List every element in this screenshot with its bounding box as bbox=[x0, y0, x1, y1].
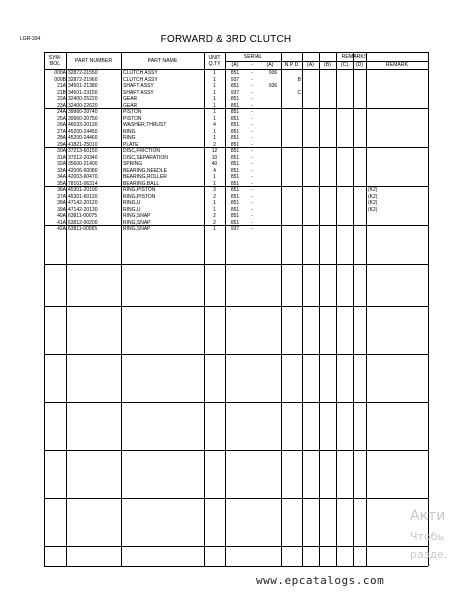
symbol-cell: 32A bbox=[57, 161, 66, 167]
page-title: FORWARD & 3RD CLUTCH bbox=[160, 34, 292, 45]
part-name-cell: CLUTCH ASSY bbox=[123, 76, 158, 83]
part-name-cell: GEAR bbox=[123, 96, 138, 102]
serial-from-cell: 851 bbox=[230, 200, 240, 206]
quantity-cell: 2 bbox=[213, 213, 216, 219]
symbol-cell: 22A bbox=[57, 96, 66, 102]
serial-dash-cell: - bbox=[251, 226, 253, 232]
part-name-cell: RING,SNAP bbox=[123, 213, 151, 219]
symbol-cell: 29A bbox=[57, 141, 66, 148]
remarks-variant-cell: B bbox=[297, 76, 301, 83]
symbol-header: SYM- BOL bbox=[48, 55, 62, 67]
serial-dash-cell: - bbox=[251, 213, 253, 219]
watermark-line2: Чтобь bbox=[410, 530, 444, 543]
group-rule bbox=[44, 402, 428, 403]
group-rule bbox=[44, 450, 428, 451]
part-name-cell: RING,U bbox=[123, 200, 141, 206]
parts-table bbox=[44, 52, 428, 566]
serial-from-cell: 851 bbox=[230, 213, 240, 219]
symbol-cell: 000A bbox=[54, 70, 66, 76]
serial-to-cell: 936 bbox=[268, 83, 278, 89]
quantity-cell: 2 bbox=[213, 141, 216, 148]
part-number-cell: 32400-25220 bbox=[68, 96, 98, 102]
quantity-cell: 4 bbox=[213, 167, 216, 174]
part-number-cell: 45200-24460 bbox=[68, 135, 98, 141]
serial-to-header: (A) bbox=[266, 62, 274, 68]
part-name-cell: GEAR bbox=[123, 102, 138, 109]
symbol-cell: 40A bbox=[57, 213, 66, 219]
symbol-cell: 28A bbox=[57, 135, 66, 141]
serial-from-cell: 851 bbox=[230, 148, 240, 154]
part-name-cell: RING,SNAP bbox=[123, 226, 151, 232]
quantity-cell: 1 bbox=[213, 174, 216, 180]
part-number-cell: 32872-21960 bbox=[68, 76, 98, 83]
serial-dash-cell: - bbox=[251, 206, 253, 213]
symbol-cell: 21A bbox=[57, 83, 66, 89]
part-name-cell: SHAFT ASSY bbox=[123, 83, 154, 89]
part-number-cell: 63811-00075 bbox=[68, 213, 98, 219]
remark-header: REMARK bbox=[385, 62, 409, 68]
part-name-cell: PISTON bbox=[123, 109, 142, 115]
serial-from-cell: 851 bbox=[230, 83, 240, 89]
group-rule bbox=[44, 306, 428, 307]
part-number-cell: 37212-20340 bbox=[68, 154, 98, 161]
serial-from-cell: 851 bbox=[230, 154, 240, 161]
quantity-cell: 2 bbox=[213, 219, 216, 226]
table-border-top bbox=[44, 52, 428, 53]
group-rule bbox=[44, 546, 428, 547]
serial-from-cell: 851 bbox=[230, 206, 240, 213]
part-number-cell: 47142-20130 bbox=[68, 206, 98, 213]
remarks-a-header: (A) bbox=[307, 62, 314, 68]
serial-from-cell: 851 bbox=[230, 115, 240, 122]
symbol-cell: 000B bbox=[54, 76, 66, 83]
serial-from-cell: 851 bbox=[230, 141, 240, 148]
quantity-cell: 1 bbox=[213, 128, 216, 135]
part-number-cell: 34501-21380 bbox=[68, 83, 98, 89]
remark-cell: (K2) bbox=[368, 187, 378, 193]
part-number-cell: 63812-00200 bbox=[68, 219, 98, 226]
serial-dash-cell: - bbox=[251, 141, 253, 148]
serial-dash-cell: - bbox=[251, 174, 253, 180]
part-number-cell: 78101-06314 bbox=[68, 180, 98, 187]
table-row bbox=[44, 226, 428, 233]
quantity-cell: 2 bbox=[213, 193, 216, 200]
table-border-right bbox=[428, 52, 429, 566]
symbol-cell: 26A bbox=[57, 122, 66, 128]
symbol-cell: 23A bbox=[57, 102, 66, 109]
part-number-cell: 39960-20750 bbox=[68, 115, 98, 122]
quantity-cell: 1 bbox=[213, 135, 216, 141]
part-number-cell: 37213-60150 bbox=[68, 148, 98, 154]
symbol-cell: 21B bbox=[57, 89, 66, 96]
serial-from-cell: 851 bbox=[230, 219, 240, 226]
serial-dash-cell: - bbox=[251, 154, 253, 161]
serial-dash-cell: - bbox=[251, 102, 253, 109]
remarks-c-header: (C) bbox=[340, 62, 349, 68]
quantity-cell: 1 bbox=[213, 200, 216, 206]
watermark-line3: разде. bbox=[410, 548, 448, 561]
quantity-cell: 1 bbox=[213, 76, 216, 83]
part-number-cell: 41821-25010 bbox=[68, 141, 98, 148]
quantity-cell: 40 bbox=[211, 161, 218, 167]
part-number-cell: 32872-21550 bbox=[68, 70, 98, 76]
serial-dash-cell: - bbox=[251, 109, 253, 115]
serial-dash-cell: - bbox=[251, 83, 253, 89]
part-name-cell: BEARING,NEEDLE bbox=[123, 167, 167, 174]
group-rule bbox=[44, 498, 428, 499]
serial-from-cell: 851 bbox=[230, 70, 240, 76]
quantity-cell: 1 bbox=[213, 115, 216, 122]
serial-from-cell: 937 bbox=[230, 76, 240, 83]
quantity-cell: 10 bbox=[211, 154, 218, 161]
serial-dash-cell: - bbox=[251, 187, 253, 193]
serial-from-cell: 937 bbox=[230, 89, 240, 96]
npd-header: N P D bbox=[284, 62, 299, 68]
symbol-cell: 38A bbox=[57, 200, 66, 206]
serial-from-cell: 851 bbox=[230, 96, 240, 102]
quantity-cell: 12 bbox=[211, 148, 218, 154]
serial-dash-cell: - bbox=[251, 193, 253, 200]
serial-dash-cell: - bbox=[251, 135, 253, 141]
part-number-cell: 32400-22620 bbox=[68, 102, 98, 109]
symbol-cell: 37A bbox=[57, 193, 66, 200]
part-name-cell: RING bbox=[123, 128, 136, 135]
part-number-cell: 45200-24450 bbox=[68, 128, 98, 135]
symbol-cell: 36A bbox=[57, 187, 66, 193]
remarks-header: REMARKS bbox=[341, 54, 368, 60]
quantity-cell: 1 bbox=[213, 83, 216, 89]
symbol-cell: 35A bbox=[57, 180, 66, 187]
part-number-cell: 35600-21400 bbox=[68, 161, 98, 167]
quantity-cell: 1 bbox=[213, 96, 216, 102]
serial-header: SERIAL bbox=[243, 54, 263, 60]
remark-cell: (K2) bbox=[368, 200, 378, 206]
serial-to-cell: 936 bbox=[268, 70, 278, 76]
part-number-cell: 45301-60120 bbox=[68, 193, 98, 200]
part-name-cell: WASHER,THRUST bbox=[123, 122, 167, 128]
serial-from-cell: 937 bbox=[230, 226, 240, 232]
part-number-cell: 42006-60080 bbox=[68, 167, 98, 174]
part-number-cell: 45301-20190 bbox=[68, 187, 98, 193]
quantity-cell: 1 bbox=[213, 226, 216, 232]
part-name-cell: RING,PISTON bbox=[123, 187, 156, 193]
quantity-cell: 1 bbox=[213, 70, 216, 76]
serial-dash-cell: - bbox=[251, 76, 253, 83]
symbol-cell: 27A bbox=[57, 128, 66, 135]
serial-from-cell: 851 bbox=[230, 161, 240, 167]
quantity-cell: 1 bbox=[213, 102, 216, 109]
group-rule bbox=[44, 264, 428, 265]
part-number-cell: 34501-23150 bbox=[68, 89, 98, 96]
part-name-cell: BEARING,BALL bbox=[123, 180, 160, 187]
symbol-cell: 25A bbox=[57, 115, 66, 122]
table-border-bottom bbox=[44, 566, 428, 567]
part-name-cell: BEARING,ROLLER bbox=[123, 174, 167, 180]
part-number-cell: 39960-20740 bbox=[68, 109, 98, 115]
symbol-cell: 39A bbox=[57, 206, 66, 213]
watermark-line1: Акти bbox=[410, 508, 446, 524]
unit-qty-header: UNIT Q,TY bbox=[208, 55, 221, 67]
remarks-d-header: (D) bbox=[355, 62, 364, 68]
group-rule bbox=[44, 354, 428, 355]
quantity-cell: 1 bbox=[213, 89, 216, 96]
symbol-cell: 33A bbox=[57, 167, 66, 174]
symbol-cell: 24A bbox=[57, 109, 66, 115]
serial-dash-cell: - bbox=[251, 122, 253, 128]
symbol-cell: 30A bbox=[57, 148, 66, 154]
part-name-cell: RING,PISTON bbox=[123, 193, 156, 200]
serial-dash-cell: - bbox=[251, 167, 253, 174]
serial-dash-cell: - bbox=[251, 96, 253, 102]
serial-dash-cell: - bbox=[251, 115, 253, 122]
remarks-b-header: (B) bbox=[324, 62, 331, 68]
serial-dash-cell: - bbox=[251, 200, 253, 206]
part-name-cell: SHAFT ASSY bbox=[123, 89, 154, 96]
part-number-cell: 46033-20130 bbox=[68, 122, 98, 128]
part-name-cell: SPRING bbox=[123, 161, 143, 167]
part-name-header: PART NAME bbox=[147, 58, 178, 64]
footer-url[interactable]: www.epcatalogs.com bbox=[256, 574, 385, 587]
serial-from-cell: 851 bbox=[230, 128, 240, 135]
part-number-header: PART NUMBER bbox=[74, 58, 113, 64]
serial-from-cell: 851 bbox=[230, 174, 240, 180]
remarks-variant-cell: C bbox=[297, 89, 301, 96]
serial-from-cell: 851 bbox=[230, 167, 240, 174]
part-number-cell: 47142-20120 bbox=[68, 200, 98, 206]
quantity-cell: 1 bbox=[213, 109, 216, 115]
symbol-cell: 31A bbox=[57, 154, 66, 161]
serial-from-cell: 851 bbox=[230, 135, 240, 141]
remark-cell: (K2) bbox=[368, 206, 378, 213]
symbol-cell: 42A bbox=[57, 226, 66, 232]
serial-from-cell: 851 bbox=[230, 109, 240, 115]
serial-dash-cell: - bbox=[251, 161, 253, 167]
serial-dash-header: - bbox=[251, 62, 253, 68]
part-name-cell: PISTON bbox=[123, 115, 142, 122]
serial-from-header: (A) bbox=[231, 62, 239, 68]
serial-from-cell: 851 bbox=[230, 102, 240, 109]
part-number-cell: 42003-60470 bbox=[68, 174, 98, 180]
quantity-cell: 3 bbox=[213, 187, 216, 193]
serial-from-cell: 851 bbox=[230, 193, 240, 200]
part-number-cell: 63811-00065 bbox=[68, 226, 98, 232]
serial-dash-cell: - bbox=[251, 89, 253, 96]
quantity-cell: 4 bbox=[213, 122, 216, 128]
serial-dash-cell: - bbox=[251, 128, 253, 135]
serial-from-cell: 851 bbox=[230, 122, 240, 128]
page-code: LGR-334 bbox=[20, 36, 41, 42]
serial-dash-cell: - bbox=[251, 219, 253, 226]
part-name-cell: RING,U bbox=[123, 206, 141, 213]
serial-dash-cell: - bbox=[251, 148, 253, 154]
part-name-cell: DISC,FRICTION bbox=[123, 148, 160, 154]
symbol-cell: 34A bbox=[57, 174, 66, 180]
quantity-cell: 1 bbox=[213, 180, 216, 187]
part-name-cell: PLATE bbox=[123, 141, 139, 148]
symbol-cell: 41A bbox=[57, 219, 66, 226]
serial-from-cell: 851 bbox=[230, 187, 240, 193]
part-name-cell: RING bbox=[123, 135, 136, 141]
part-name-cell: DISC,SEPARATION bbox=[123, 154, 168, 161]
serial-dash-cell: - bbox=[251, 70, 253, 76]
quantity-cell: 1 bbox=[213, 206, 216, 213]
part-name-cell: CLUTCH ASSY bbox=[123, 70, 158, 76]
remark-cell: (K2) bbox=[368, 193, 378, 200]
serial-dash-cell: - bbox=[251, 180, 253, 187]
serial-from-cell: 851 bbox=[230, 180, 240, 187]
part-name-cell: RING,SNAP bbox=[123, 219, 151, 226]
